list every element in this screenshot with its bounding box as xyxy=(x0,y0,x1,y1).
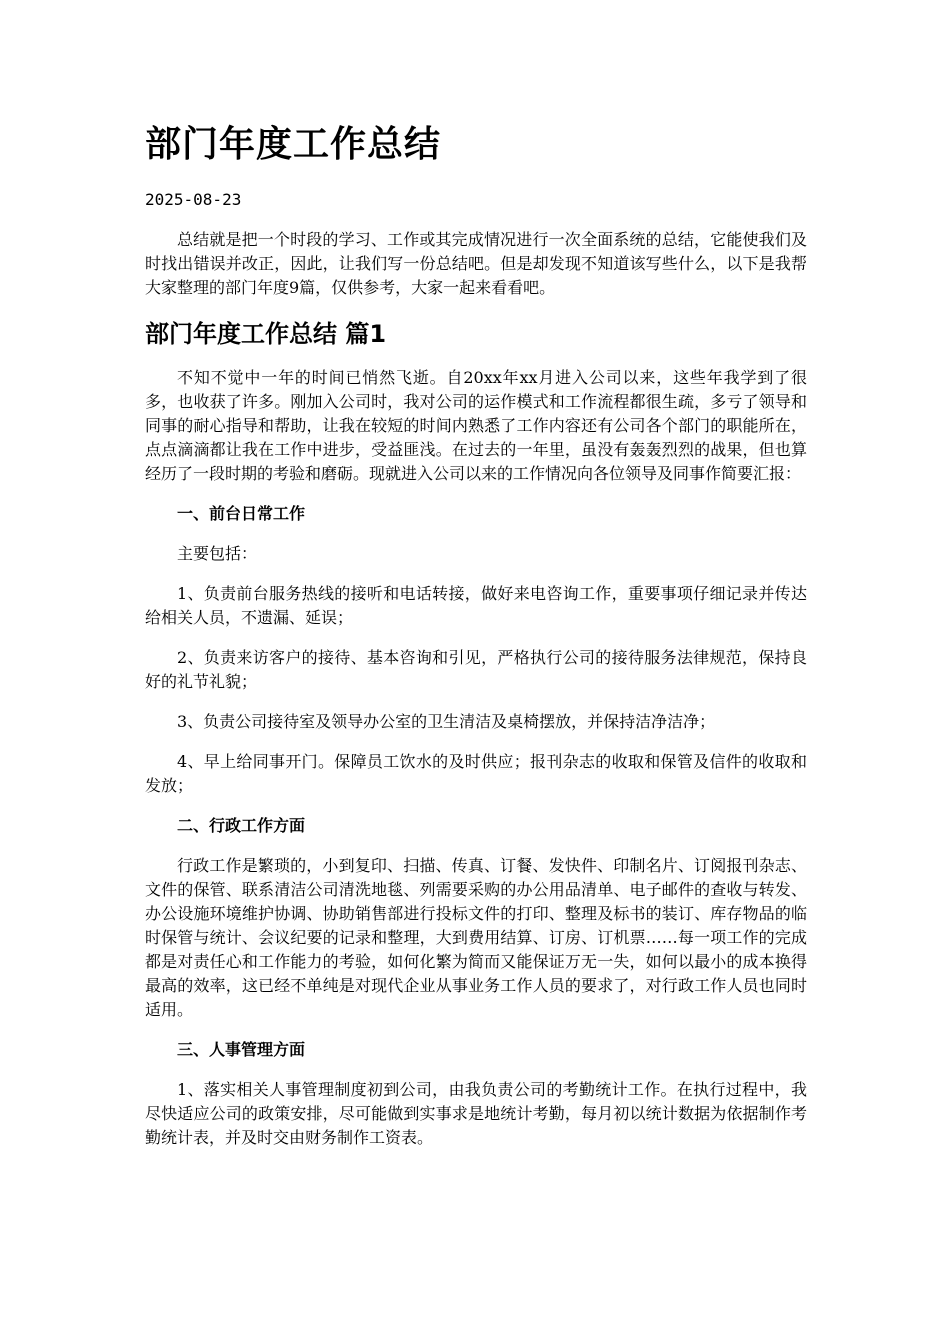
list-item-1: 1、负责前台服务热线的接听和电话转接，做好来电咨询工作，重要事项仔细记录并传达给相关人员，不遗漏、延误； xyxy=(145,584,807,627)
section-1-paragraph-2: 主要包括： xyxy=(177,544,258,563)
document-page xyxy=(145,110,807,1166)
section-1-paragraph-4: 1、落实相关人事管理制度初到公司，由我负责公司的考勤统计工作。在执行过程中，我尽快适应公司的政策安排，尽可能做到实事求是地统计考勤，每月初以统计数据为依据制作考勤统计表，并及时交由财务制作工资表。 xyxy=(145,1080,807,1147)
document-title: 部门年度工作总结 xyxy=(145,124,442,165)
section-1-paragraph-1: 不知不觉中一年的时间已悄然飞逝。自20xx年xx月进入公司以来，这些年我学到了很多，也收获了许多。刚加入公司时，我对公司的运作模式和工作流程都很生疏，多亏了领导和同事的耐心指导和帮助，让我在较短的时间内熟悉了工作内容还有公司各个部门的职能所在，点点滴滴都让我在工作中进步，受益匪浅。在过去的一年里，虽没有轰轰烈烈的战果，但也算经历了一段时期的考验和磨砺。现就进入公司以来的工作情况向各位领导及同事作简要汇报： xyxy=(145,368,807,483)
list-item-2: 2、负责来访客户的接待、基本咨询和引见，严格执行公司的接待服务法律规范，保持良好的礼节礼貌； xyxy=(145,648,807,691)
section-1-paragraph-3: 行政工作是繁琐的，小到复印、扫描、传真、订餐、发快件、印制名片、订阅报刊杂志、文件的保管、联系清洁公司清洗地毯、列需要采购的办公用品清单、电子邮件的查收与转发、办公设施环境维护协调、协助销售部进行投标文件的打印、整理及标书的装订、库存物品的临时保管与统计、会议纪要的记录和整理，大到费用结算、订房、订机票……每一项工作的完成都是对责任心和工作能力的考验，如何化繁为简而又能保证万无一失，如何以最小的成本换得最高的效率，这已经不单纯是对现代企业从事业务工作人员的要求了，对行政工作人员也同时适用。 xyxy=(145,856,807,1019)
publish-date: 2025-08-23 xyxy=(145,190,242,209)
subheading-administration: 二、行政工作方面 xyxy=(177,816,306,835)
subheading-front-desk: 一、前台日常工作 xyxy=(177,504,306,523)
subheading-personnel: 三、人事管理方面 xyxy=(177,1040,306,1059)
section-1-title: 部门年度工作总结 篇1 xyxy=(145,320,387,348)
list-item-3: 3、负责公司接待室及领导办公室的卫生清洁及桌椅摆放，并保持洁净洁净； xyxy=(177,712,716,731)
intro-paragraph: 总结就是把一个时段的学习、工作或其完成情况进行一次全面系统的总结，它能使我们及时找出错误并改正，因此，让我们写一份总结吧。但是却发现不知道该写些什么，以下是我帮大家整理的部门年度9篇，仅供参考，大家一起来看看吧。 xyxy=(145,230,807,297)
list-item-4: 4、早上给同事开门。保障员工饮水的及时供应；报刊杂志的收取和保管及信件的收取和发放； xyxy=(145,752,807,795)
